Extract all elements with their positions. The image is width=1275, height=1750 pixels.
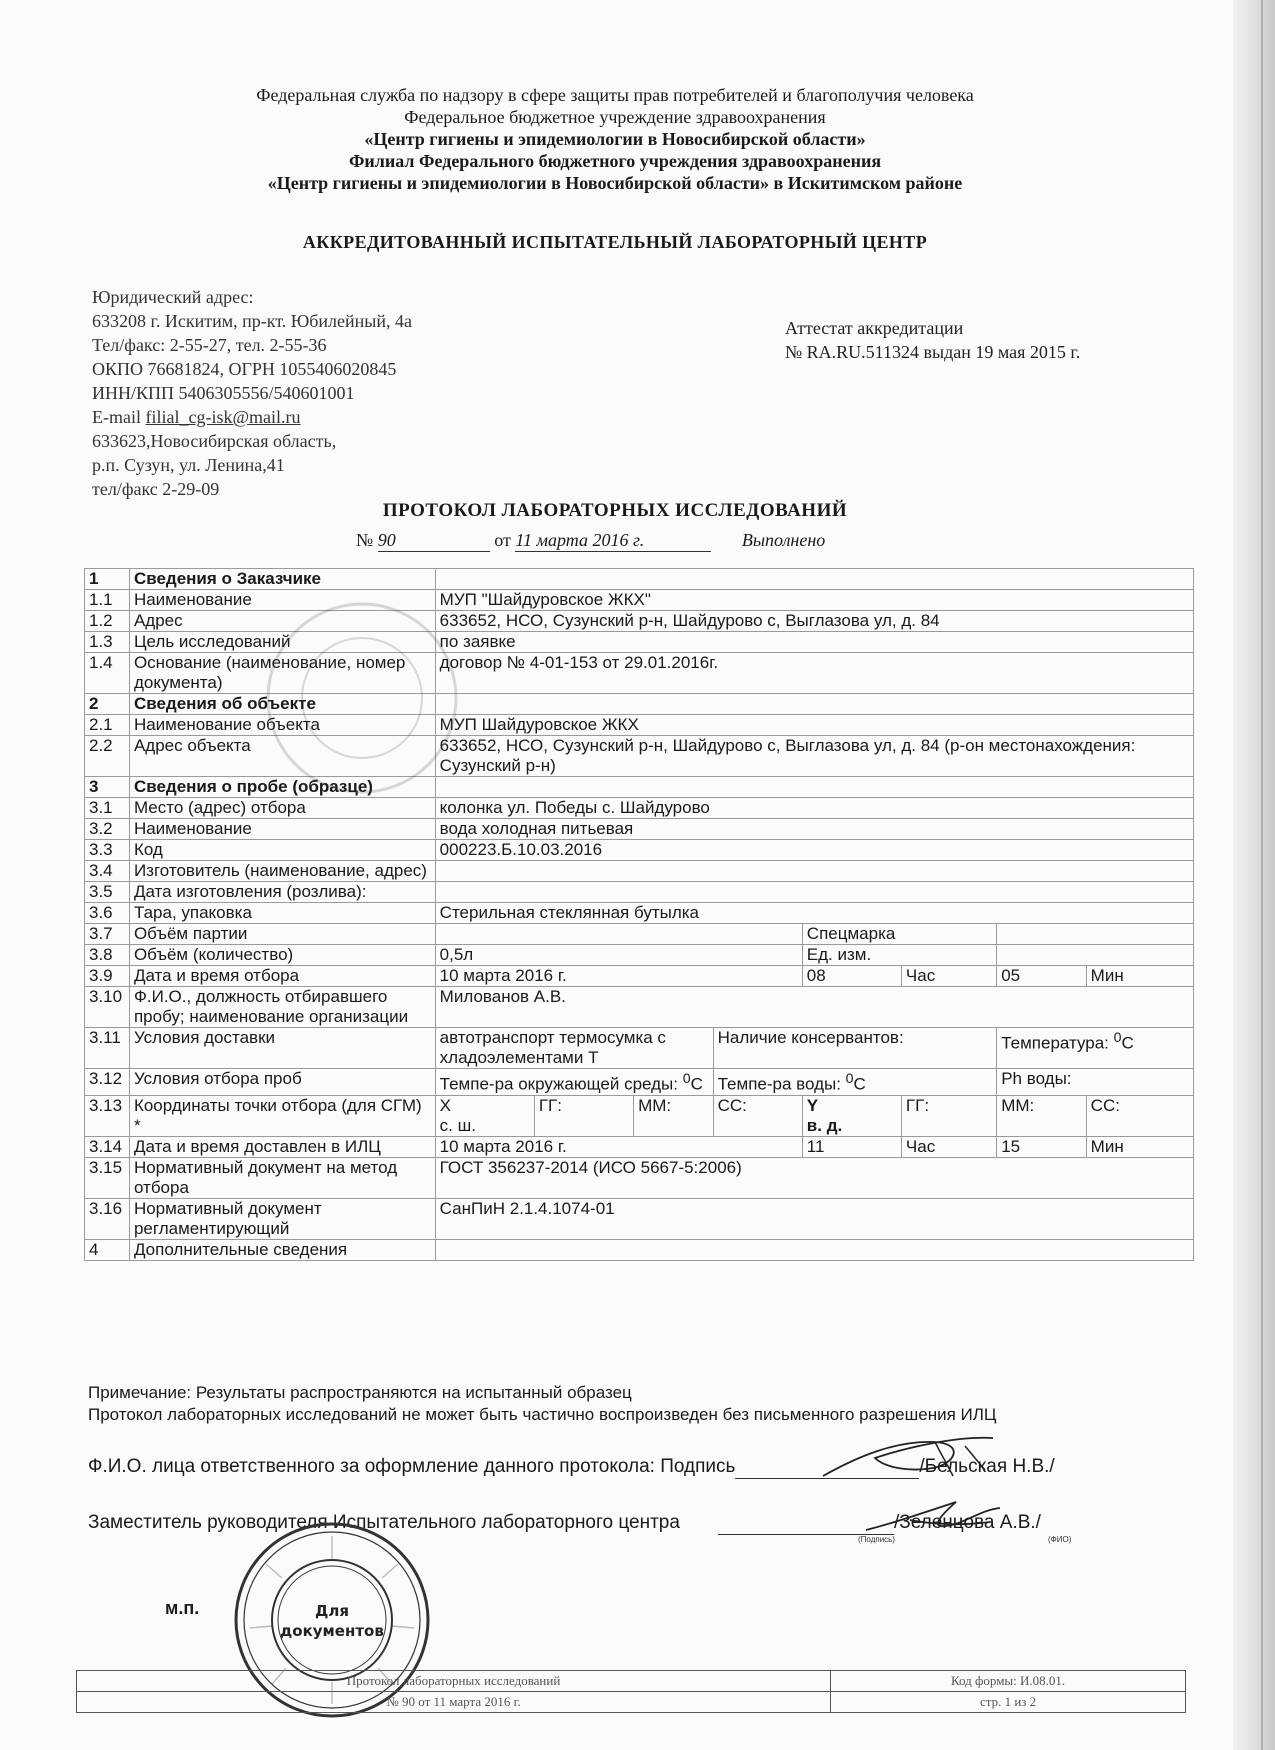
preservatives-label: Наличие консервантов:	[713, 1028, 997, 1069]
row-label: Координаты точки отбора (для СГМ) *	[129, 1095, 435, 1136]
table-row	[85, 736, 1194, 777]
row-value: МУП "Шайдуровское ЖКХ"	[435, 590, 1193, 611]
row-number: 1.1	[85, 590, 130, 611]
table-row	[85, 632, 1194, 653]
row-label: Адрес объекта	[129, 736, 435, 777]
row-value: СанПиН 2.1.4.1074-01	[435, 1198, 1193, 1239]
table-row	[85, 590, 1194, 611]
row-label: Нормативный документ регламентирующий	[129, 1198, 435, 1239]
unit-label: Ед. изм.	[802, 945, 996, 966]
responsible-label: Ф.И.О. лица ответственного за оформление данного протокола: Подпись	[88, 1456, 736, 1477]
row-number: 3.15	[85, 1157, 130, 1198]
row-number: 4	[85, 1239, 130, 1260]
row-value: 000223.Б.10.03.2016	[435, 840, 1193, 861]
row-label: Ф.И.О., должность отбиравшего пробу; наименование организации	[129, 987, 435, 1028]
sampling-hour: 08	[802, 966, 901, 987]
table-row	[85, 1136, 1194, 1157]
header-line-1: Федеральная служба по надзору в сфере защиты прав потребителей и благополучия человека	[256, 85, 974, 105]
special-mark-value	[997, 924, 1194, 945]
row-label: Тара, упаковка	[129, 903, 435, 924]
stamp-text-1: Для	[315, 1602, 349, 1620]
row-label: Условия доставки	[129, 1028, 435, 1069]
row-number: 1.4	[85, 653, 130, 694]
delivery-hour: 11	[802, 1136, 901, 1157]
accreditation-number: № RA.RU.511324 выдан 19 мая 2015 г.	[785, 342, 1081, 362]
row-number: 3.2	[85, 819, 130, 840]
footer-number: № 90 от 11 марта 2016 г.	[77, 1692, 831, 1713]
coord-x: X с. ш.	[435, 1095, 534, 1136]
row-label: Сведения о пробе (образце)	[129, 777, 435, 798]
footer-title: Протокол лабораторных исследований	[77, 1671, 831, 1692]
row-number: 3.11	[85, 1028, 130, 1069]
water-temperature-label: Темпе-ра воды: $^0$С	[713, 1069, 997, 1096]
table-row	[85, 861, 1194, 882]
row-value	[435, 861, 1193, 882]
footer-row	[77, 1692, 1186, 1713]
coord-y: Y в. д.	[802, 1095, 901, 1136]
protocol-number-line	[356, 530, 825, 552]
address-line: ОКПО 76681824, ОГРН 1055406020845	[92, 359, 397, 379]
protocol-date: 11 марта 2016 г.	[515, 530, 711, 552]
row-label: Дата и время отбора	[129, 966, 435, 987]
row-number: 2	[85, 694, 130, 715]
seal-place-label: м.п.	[165, 1598, 200, 1618]
coord-x-degrees: ГГ:	[534, 1095, 633, 1136]
table-row	[85, 1028, 1194, 1069]
table-row	[85, 945, 1194, 966]
table-row	[85, 1069, 1194, 1096]
deputy-label: Заместитель руководителя Испытательного лабораторного центра	[88, 1512, 680, 1533]
protocol-table	[84, 568, 1194, 1261]
row-label: Сведения об объекте	[129, 694, 435, 715]
row-value: договор № 4-01-153 от 29.01.2016г.	[435, 653, 1193, 694]
table-row	[85, 966, 1194, 987]
row-number: 3.7	[85, 924, 130, 945]
row-value: 0,5л	[435, 945, 802, 966]
row-label: Адрес	[129, 611, 435, 632]
scan-edge-shadow	[1233, 0, 1275, 1750]
email-link[interactable]: filial_cg-isk@mail.ru	[145, 407, 301, 427]
row-label: Основание (наименование, номер документа)	[129, 653, 435, 694]
deputy-name: /Зеленцова А.В./	[893, 1512, 1041, 1533]
delivery-date: 10 марта 2016 г.	[435, 1136, 802, 1157]
address-line: тел/факс 2-29-09	[92, 479, 220, 499]
row-value: МУП Шайдуровское ЖКХ	[435, 715, 1193, 736]
footer-form-code: Код формы: И.08.01.	[831, 1671, 1186, 1692]
table-row	[85, 611, 1194, 632]
table-row	[85, 1095, 1194, 1136]
table-row	[85, 924, 1194, 945]
footer-row	[77, 1671, 1186, 1692]
minute-label: Мин	[1086, 1136, 1193, 1157]
row-label: Дата изготовления (розлива):	[129, 882, 435, 903]
table-row	[85, 1239, 1194, 1260]
email-line	[92, 405, 412, 429]
row-number: 3.10	[85, 987, 130, 1028]
header-line-5: «Центр гигиены и эпидемиологии в Новосибирской области» в Искитимском районе	[267, 173, 963, 193]
row-number: 3.13	[85, 1095, 130, 1136]
table-row	[85, 715, 1194, 736]
sampling-minute: 05	[997, 966, 1086, 987]
row-number: 1	[85, 569, 130, 590]
table-row	[85, 987, 1194, 1028]
row-label: Цель исследований	[129, 632, 435, 653]
address-line: Тел/факс: 2-55-27, тел. 2-55-36	[92, 335, 327, 355]
row-number: 3.6	[85, 903, 130, 924]
row-value: вода холодная питьевая	[435, 819, 1193, 840]
header-line-2: Федеральное бюджетное учреждение здравоохранения	[404, 107, 826, 127]
address-line: Юридический адрес:	[92, 287, 254, 307]
row-label: Наименование	[129, 819, 435, 840]
row-number: 2.1	[85, 715, 130, 736]
legal-address	[92, 285, 412, 501]
ph-label: Ph воды:	[997, 1069, 1194, 1096]
row-number: 3.8	[85, 945, 130, 966]
caption-signature: (Подпись)	[858, 1535, 895, 1544]
row-value: Стерильная стеклянная бутылка	[435, 903, 1193, 924]
email-label: E-mail	[92, 407, 146, 427]
temperature-label: Температура: $^0$С	[997, 1028, 1194, 1069]
notes	[88, 1382, 996, 1426]
row-label: Условия отбора проб	[129, 1069, 435, 1096]
row-label: Наименование объекта	[129, 715, 435, 736]
table-row	[85, 777, 1194, 798]
hour-label: Час	[901, 1136, 996, 1157]
note-line: Примечание: Результаты распространяются на испытанный образец	[88, 1383, 632, 1402]
table-row	[85, 569, 1194, 590]
row-label: Сведения о Заказчике	[129, 569, 435, 590]
header-line-3: «Центр гигиены и эпидемиологии в Новосибирской области»	[364, 129, 866, 149]
row-label: Дополнительные сведения	[129, 1239, 435, 1260]
coord-x-seconds: СС:	[713, 1095, 802, 1136]
scan-edge-line	[1261, 0, 1263, 1750]
row-value: 633652, НСО, Сузунский р-н, Шайдурово с, Выглазова ул, д. 84 (р-он местонахождения: Сузунский р-н)	[435, 736, 1193, 777]
footer-table	[76, 1670, 1186, 1713]
caption-fio: (ФИО)	[1048, 1535, 1072, 1544]
protocol-number: 90	[378, 530, 490, 552]
table-row	[85, 903, 1194, 924]
row-number: 3.1	[85, 798, 130, 819]
row-number: 3.3	[85, 840, 130, 861]
accreditation	[785, 316, 1080, 364]
row-number: 3.5	[85, 882, 130, 903]
coord-y-degrees: ГГ:	[901, 1095, 996, 1136]
row-value	[435, 1239, 1193, 1260]
note-line: Протокол лабораторных исследований не может быть частично воспроизведен без письменного разрешения ИЛЦ	[88, 1405, 997, 1424]
row-number: 3	[85, 777, 130, 798]
row-value: 633652, НСО, Сузунский р-н, Шайдурово с, Выглазова ул, д. 84	[435, 611, 1193, 632]
table-row	[85, 653, 1194, 694]
table-row	[85, 1198, 1194, 1239]
number-label: №	[356, 530, 374, 550]
row-number: 2.2	[85, 736, 130, 777]
special-mark-label: Спецмарка	[802, 924, 996, 945]
footer-page: стр. 1 из 2	[831, 1692, 1186, 1713]
row-label: Место (адрес) отбора	[129, 798, 435, 819]
lab-center-title: АККРЕДИТОВАННЫЙ ИСПЫТАТЕЛЬНЫЙ ЛАБОРАТОРНЫЙ ЦЕНТР	[302, 232, 928, 252]
row-value: Милованов А.В.	[435, 987, 1193, 1028]
row-label: Объём (количество)	[129, 945, 435, 966]
table-row	[85, 694, 1194, 715]
row-value: по заявке	[435, 632, 1193, 653]
row-label: Нормативный документ на метод отбора	[129, 1157, 435, 1198]
table-row	[85, 819, 1194, 840]
protocol-status: Выполнено	[741, 530, 826, 550]
sampling-date: 10 марта 2016 г.	[435, 966, 802, 987]
row-value: колонка ул. Победы с. Шайдурово	[435, 798, 1193, 819]
row-number: 1.2	[85, 611, 130, 632]
row-value	[435, 882, 1193, 903]
responsible-name: /Бельская Н.В./	[919, 1456, 1055, 1477]
from-label: от	[494, 530, 511, 550]
row-label: Изготовитель (наименование, адрес)	[129, 861, 435, 882]
protocol-title: ПРОТОКОЛ ЛАБОРАТОРНЫХ ИССЛЕДОВАНИЙ	[382, 500, 848, 521]
row-number: 3.4	[85, 861, 130, 882]
row-number: 3.9	[85, 966, 130, 987]
header-line-4: Филиал Федерального бюджетного учреждения здравоохранения	[348, 151, 882, 171]
ambient-temperature-label: Темпе-ра окружающей среды: $^0$С	[435, 1069, 713, 1096]
minute-label: Мин	[1086, 966, 1193, 987]
row-label: Объём партии	[129, 924, 435, 945]
stamp-text-2: документов	[280, 1622, 384, 1640]
signature-image-1	[815, 1428, 1005, 1486]
hour-label: Час	[901, 966, 996, 987]
table-row	[85, 1157, 1194, 1198]
coord-y-seconds: СС:	[1086, 1095, 1193, 1136]
accreditation-label: Аттестат аккредитации	[785, 318, 964, 338]
row-label: Наименование	[129, 590, 435, 611]
delivery-minute: 15	[997, 1136, 1086, 1157]
row-label: Код	[129, 840, 435, 861]
row-number: 3.12	[85, 1069, 130, 1096]
address-line: р.п. Сузун, ул. Ленина,41	[92, 455, 285, 475]
address-line: 633208 г. Искитим, пр-кт. Юбилейный, 4а	[92, 311, 413, 331]
delivery-conditions: автотранспорт термосумка с хладоэлементами Т	[435, 1028, 713, 1069]
row-number: 1.3	[85, 632, 130, 653]
coord-y-minutes: ММ:	[997, 1095, 1086, 1136]
table-row	[85, 798, 1194, 819]
row-number: 3.14	[85, 1136, 130, 1157]
faint-stamp-imprint	[262, 598, 462, 798]
unit-value	[997, 945, 1194, 966]
address-line: ИНН/КПП 5406305556/540601001	[92, 383, 355, 403]
signature-image-2	[860, 1490, 1010, 1538]
row-number: 3.16	[85, 1198, 130, 1239]
table-row	[85, 840, 1194, 861]
row-value	[435, 924, 802, 945]
table-row	[85, 882, 1194, 903]
coord-x-minutes: ММ:	[634, 1095, 714, 1136]
row-label: Дата и время доставлен в ИЛЦ	[129, 1136, 435, 1157]
row-value: ГОСТ 356237-2014 (ИСО 5667-5:2006)	[435, 1157, 1193, 1198]
address-line: 633623,Новосибирская область,	[92, 431, 337, 451]
